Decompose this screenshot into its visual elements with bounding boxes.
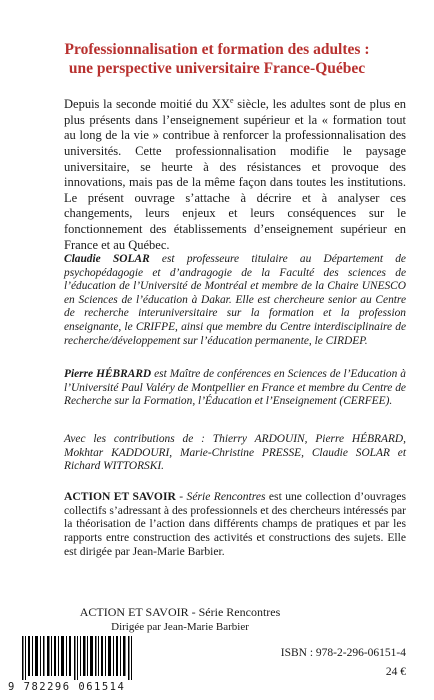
author-text-hebrard: est Maître de conférences en Sciences de l’Education à l’Université Paul Valéry de Montpellier en France et membre du Centre de Recherche sur la Formation, l’Éducation et l’Enseignement (CERFEE). <box>64 368 406 408</box>
collection-series: Série Rencontres <box>186 490 266 503</box>
author-text-solar: est professeure titulaire au Département de psychopédagogie et d’andragogie de la Faculté des sciences de l’éducation de l’Université de Montréal et membre de la Chaire UNESCO en Sciences de l’éducation à Dakar. Elle est chercheure senior au Centre de recherche interuniversitaire sur la formation et la profession enseignante, le CRIFPE, ainsi que membre du Centre interdisciplinaire de recherche/développement sur l’éducation permanente, le CIRDEP. <box>64 253 406 347</box>
intro-superscript: e <box>229 96 234 105</box>
series-footer <box>60 605 300 634</box>
collection-name: ACTION ET SAVOIR <box>64 490 176 503</box>
author-bio-solar <box>64 253 406 348</box>
intro-text-1: Depuis la seconde moitié du XX <box>64 97 230 112</box>
author-name-solar: Claudie SOLAR <box>64 253 150 265</box>
intro-text-2: siècle, les adultes sont de plus en plus présents dans l’enseignement supérieur et la « formation tout au long de la vie » contribue à renforcer la professionnalisation des universités. Cette professionnalisation modifie le paysage universitaire, se heurte à des résistances et provoque des innovations, mais pas de la même façon dans toutes les institutions. Le présent ouvrage s’attache à décrire et à analyser ces changements, leurs enjeux et leurs conséquences sur le fonctionnement des établissements d’enseignement supérieur en France et au Québec. <box>64 97 406 252</box>
author-bio-hebrard <box>64 368 406 409</box>
author-name-hebrard: Pierre HÉBRARD <box>64 368 152 380</box>
price: 24 € <box>385 666 406 678</box>
book-title <box>20 40 414 78</box>
title-line-2: une perspective universitaire France-Québec <box>68 60 366 77</box>
title-line-1: Professionnalisation et formation des adultes : <box>64 41 370 58</box>
barcode-image <box>20 636 140 680</box>
collection-description <box>64 490 406 559</box>
intro-paragraph <box>64 93 406 253</box>
series-footer-line-1: ACTION ET SAVOIR - Série Rencontres <box>79 605 281 619</box>
contributors-note: Avec les contributions de : Thierry ARDOUIN, Pierre HÉBRARD, Mokhtar KADDOURI, Marie-Christine PRESSE, Claudie SOLAR et Richard WITTORSKI. <box>64 433 406 473</box>
series-footer-line-2: Dirigée par Jean-Marie Barbier <box>111 621 249 633</box>
isbn: ISBN : 978-2-296-06151-4 <box>280 647 406 659</box>
barcode-number: 9 782296 061514 <box>8 681 126 693</box>
collection-text: est une collection d’ouvrages collectifs s’adressant à des professionnels et des chercheurs intéressés par la théorisation de l’action dans différents champs de pratiques et par les rapports entre construction des activités et constructions des sujets. Elle est dirigée par Jean-Marie Barbier. <box>64 490 406 558</box>
collection-dash: - <box>175 490 187 503</box>
